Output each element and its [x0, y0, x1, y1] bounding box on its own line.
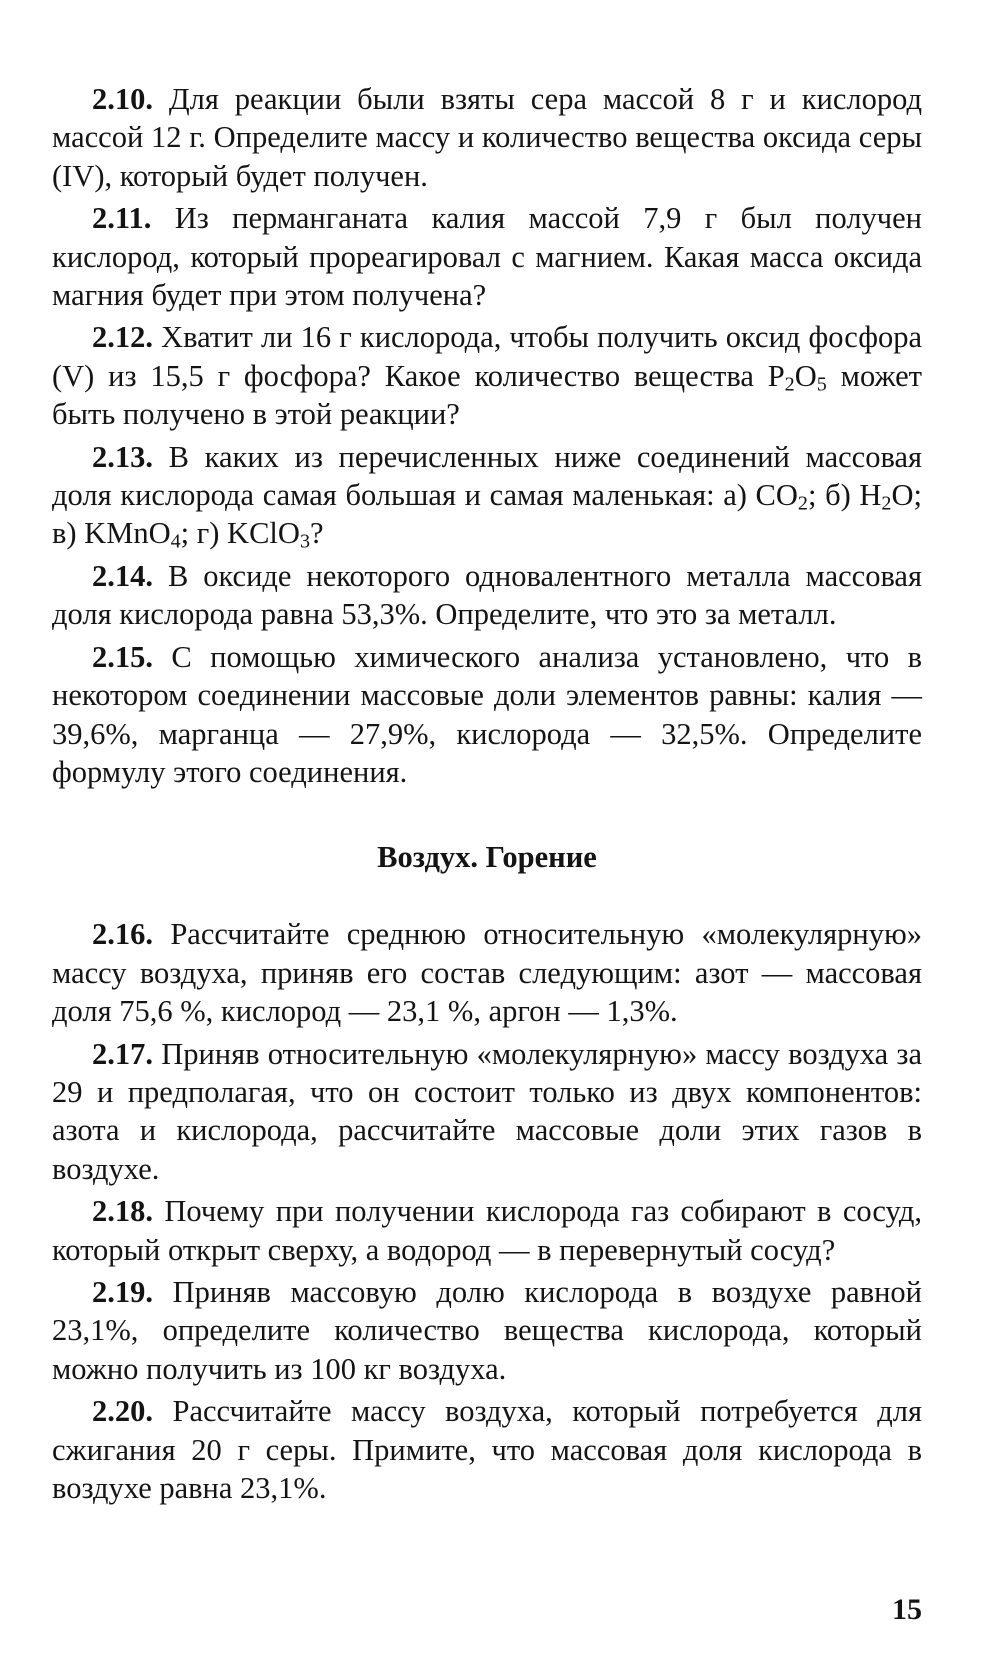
problem-text: В оксиде некоторого одновалентного металла массовая доля кислорода равна 53,3%. Определите, что это за металл.: [52, 558, 923, 632]
problem-text: Хватит ли 16 г кислорода, чтобы получить оксид фосфора (V) из 15,5 г фосфора? Какое количество вещества P: [52, 320, 923, 393]
problem-2-11: [52, 199, 922, 314]
problem-number: 2.15.: [92, 639, 153, 674]
problem-2-17: [52, 1035, 922, 1189]
problem-text: ; г) KClO: [180, 516, 300, 551]
problem-2-13: [52, 438, 922, 553]
problem-number: 2.10.: [92, 82, 153, 116]
problem-text: Приняв массовую долю кислорода в воздухе равной 23,1%, определите количество вещества кислорода, который можно получить из 100 кг воздуха.: [52, 1274, 922, 1386]
page-number: 15: [892, 1593, 922, 1626]
page-content: [52, 80, 922, 1511]
problem-text: Для реакции были взяты сера массой 8 г и кислород массой 12 г. Определите массу и количество вещества оксида серы (IV), который будет получен.: [52, 82, 922, 193]
problems-group-oxygen: [52, 80, 922, 791]
problem-number: 2.17.: [92, 1036, 153, 1071]
formula-subscript: 2: [784, 373, 795, 396]
problem-text: ?: [310, 516, 324, 551]
formula-subscript: 2: [881, 492, 892, 515]
problem-2-18: [52, 1192, 922, 1269]
problem-text: O; в) KMnO: [52, 478, 922, 551]
problem-text: Из перманганата калия массой 7,9 г был получен кислород, который прореагировал с магнием. Какая масса оксида магния будет при этом получена?: [52, 201, 923, 313]
formula-subscript: 2: [797, 492, 808, 515]
problem-2-16: [52, 915, 922, 1030]
problem-number: 2.16.: [92, 917, 153, 952]
problem-text: Приняв относительную «молекулярную» массу воздуха за 29 и предполагая, что он состоит только из двух компонентов: азота и кислорода, рассчитайте массовые доли этих газов в воздухе.: [52, 1036, 922, 1186]
problem-text: Почему при получении кислорода газ собирают в сосуд, который открыт сверху, а водород — в перевернутый сосуд?: [52, 1194, 922, 1267]
problem-number: 2.11.: [92, 201, 152, 236]
problem-text: С помощью химического анализа установлено, что в некотором соединении массовые доли элементов равны: калия — 39,6%, марганца — 27,9%, кислорода — 32,5%. Определите формулу этого соединения.: [52, 639, 923, 789]
problem-number: 2.18.: [92, 1194, 153, 1229]
problem-number: 2.13.: [92, 439, 153, 474]
problem-number: 2.12.: [92, 320, 153, 355]
problem-2-15: [52, 638, 922, 792]
formula-subscript: 4: [170, 530, 181, 553]
problem-number: 2.20.: [92, 1394, 153, 1429]
problem-text: O: [794, 358, 817, 393]
problem-text: ; б) H: [807, 478, 882, 513]
problem-text: Рассчитайте массу воздуха, который потребуется для сжигания 20 г серы. Примите, что массовая доля кислорода в воздухе равна 23,1%.: [52, 1394, 922, 1505]
problem-text: Рассчитайте среднюю относительную «молекулярную» массу воздуха, приняв его состав следующим: азот — массовая доля 75,6 %, кислород — 23,1 %, аргон — 1,3%.: [52, 917, 923, 1029]
problem-number: 2.14.: [92, 558, 153, 593]
problem-text: В каких из перечисленных ниже соединений массовая доля кислорода самая большая и самая маленькая: а) CO: [52, 439, 923, 513]
problem-2-14: [52, 557, 922, 634]
problems-group-air-combustion: [52, 915, 922, 1507]
section-title: Воздух. Горение: [377, 840, 597, 875]
formula-subscript: 5: [816, 373, 827, 396]
problem-2-20: [52, 1392, 922, 1507]
problem-2-10: [52, 80, 922, 195]
problem-number: 2.19.: [92, 1274, 153, 1309]
problem-2-19: [52, 1273, 922, 1388]
problem-2-12: [52, 318, 922, 433]
formula-subscript: 3: [299, 530, 310, 553]
problem-text: может быть получено в этой реакции?: [52, 358, 922, 432]
